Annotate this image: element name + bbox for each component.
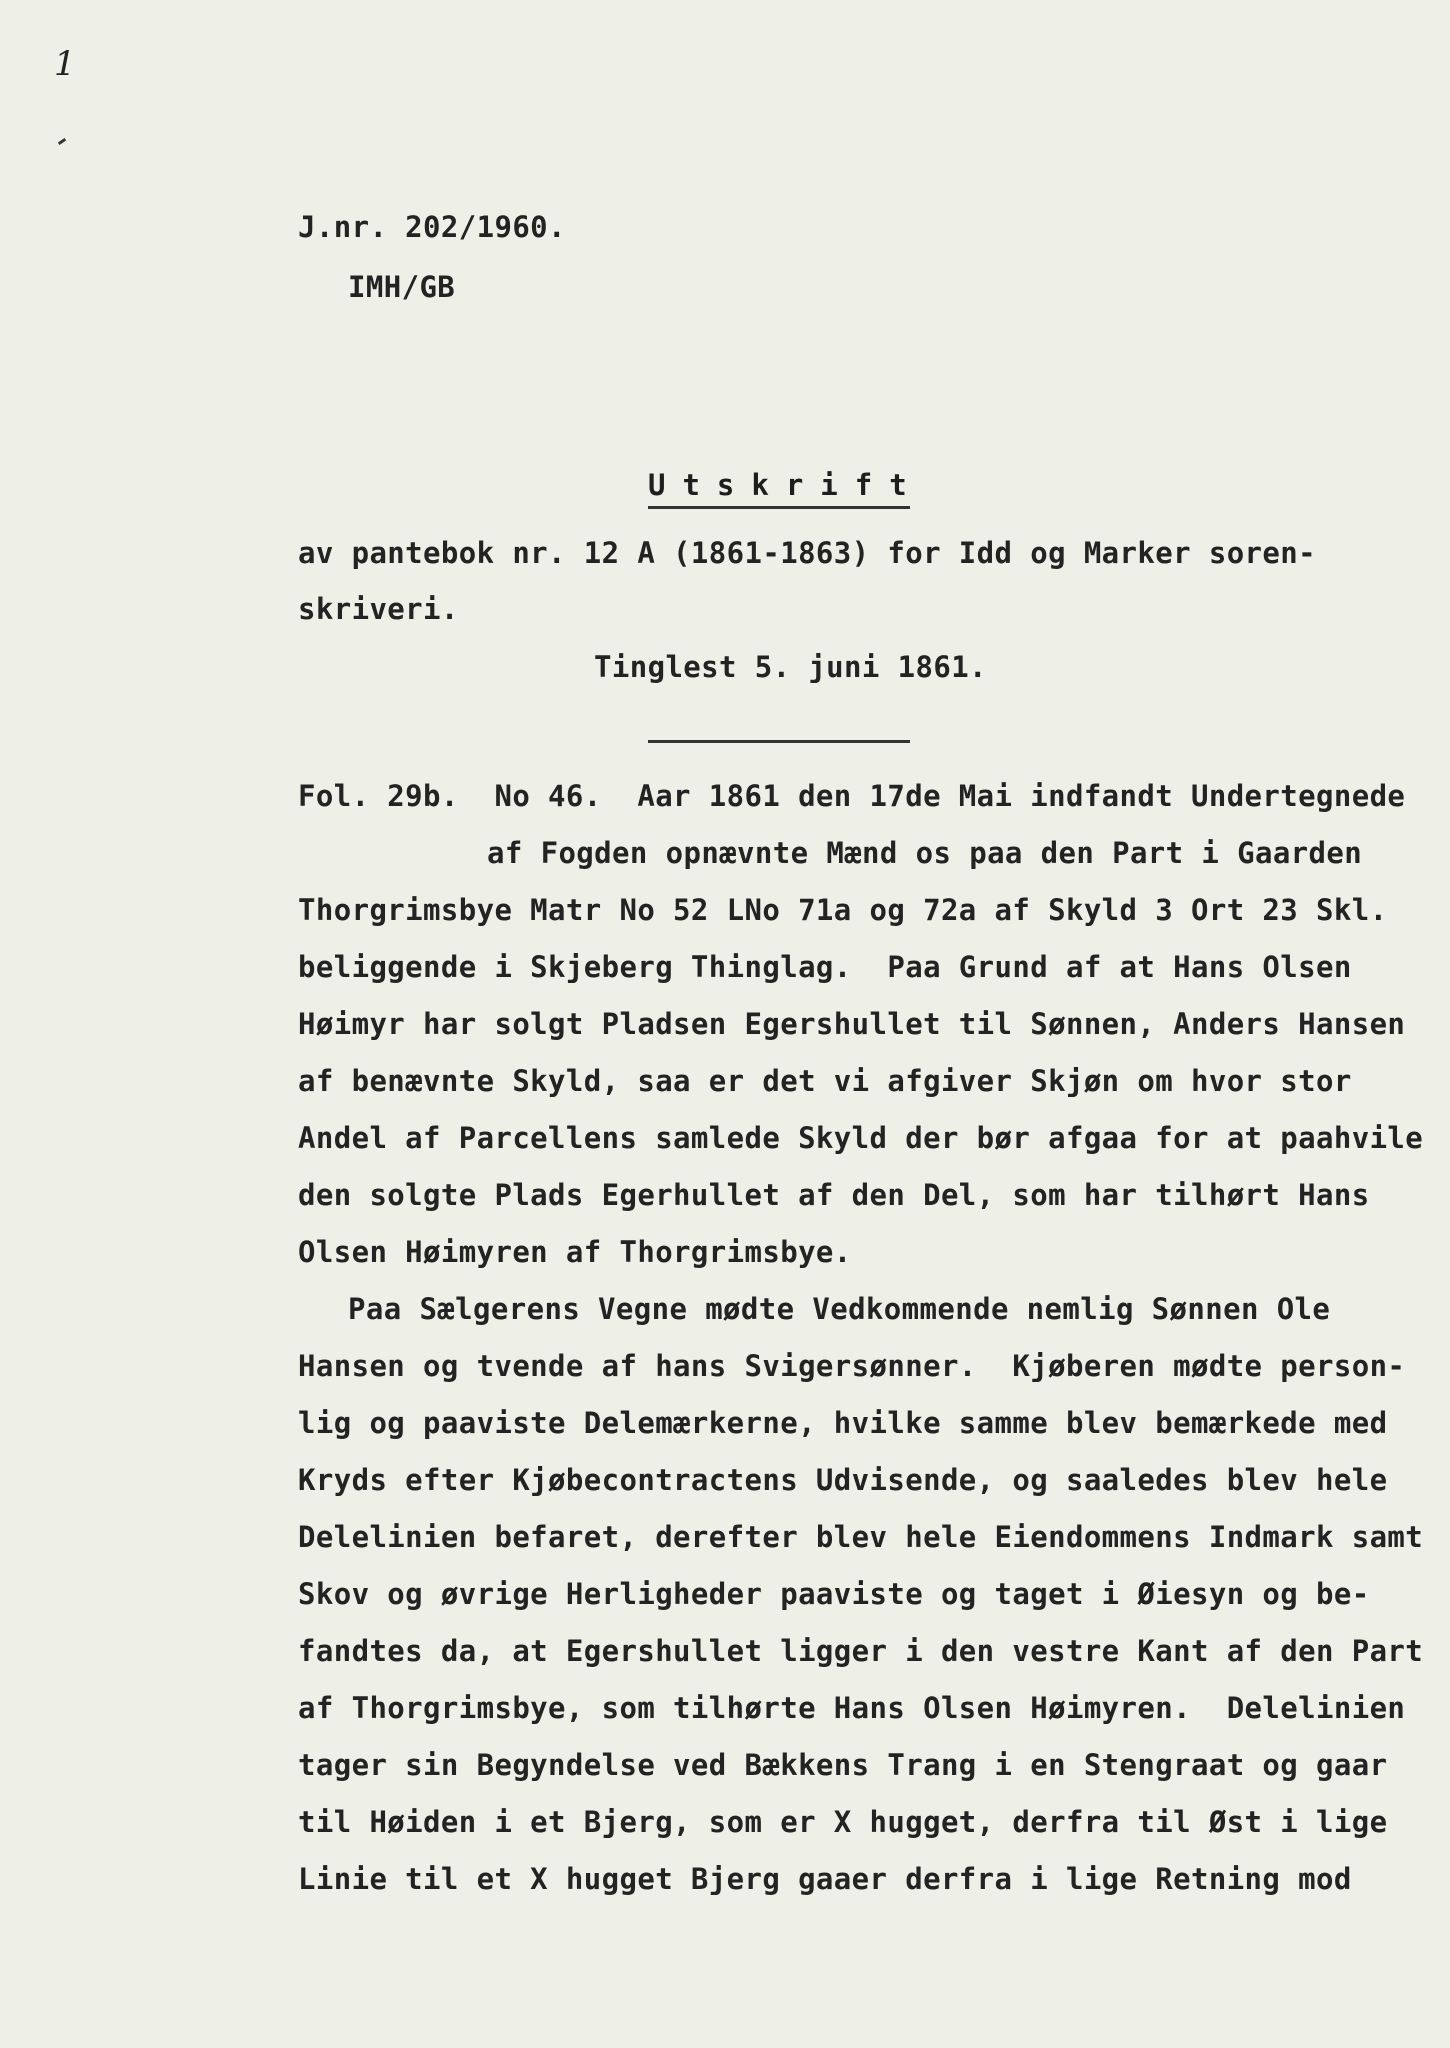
body-line: Høimyr har solgt Pladsen Egershullet til Sønnen, Anders Hansen [298, 1007, 1406, 1041]
margin-tick [58, 138, 66, 145]
body-line: Delelinien befaret, derefter blev hele Eiendommens Indmark samt [298, 1520, 1424, 1554]
registered-date: Tinglest 5. juni 1861. [594, 650, 987, 684]
body-line: Kryds efter Kjøbecontractens Udvisende, og saaledes blev hele [298, 1463, 1388, 1497]
body-line: Fol. 29b. No 46. Aar 1861 den 17de Mai indfandt Undertegnede [298, 779, 1406, 813]
body-line: Hansen og tvende af hans Svigersønner. Kjøberen mødte person- [298, 1349, 1406, 1383]
body-line: af Fogden opnævnte Mænd os paa den Part i Gaarden [487, 836, 1363, 870]
body-line: Olsen Høimyren af Thorgrimsbye. [298, 1235, 852, 1269]
title-underline [648, 506, 910, 509]
document-title: Utskrift [648, 468, 924, 502]
body-line: Linie til et X hugget Bjerg gaaer derfra i lige Retning mod [298, 1862, 1352, 1896]
body-line: lig og paaviste Delemærkerne, hvilke samme blev bemærkede med [298, 1406, 1388, 1440]
body-line: til Høiden i et Bjerg, som er X hugget, derfra til Øst i lige [298, 1805, 1388, 1839]
journal-number: J.nr. 202/1960. [298, 210, 566, 244]
body-line: af Thorgrimsbye, som tilhørte Hans Olsen Høimyren. Delelinien [298, 1691, 1406, 1725]
initials: IMH/GB [348, 270, 456, 304]
section-divider [648, 740, 910, 743]
body-line: Thorgrimsbye Matr No 52 LNo 71a og 72a af Skyld 3 Ort 23 Skl. [298, 893, 1388, 927]
body-line: beliggende i Skjeberg Thinglag. Paa Grund af at Hans Olsen [298, 950, 1352, 984]
body-line: Paa Sælgerens Vegne mødte Vedkommende nemlig Sønnen Ole [348, 1292, 1331, 1326]
subtitle-line: av pantebok nr. 12 A (1861-1863) for Idd og Marker soren- [298, 536, 1316, 570]
body-line: tager sin Begyndelse ved Bækkens Trang i en Stengraat og gaar [298, 1748, 1388, 1782]
body-line: fandtes da, at Egershullet ligger i den vestre Kant af den Part [298, 1634, 1424, 1668]
body-line: af benævnte Skyld, saa er det vi afgiver Skjøn om hvor stor [298, 1064, 1352, 1098]
body-line: Andel af Parcellens samlede Skyld der bør afgaa for at paahvile [298, 1121, 1424, 1155]
body-line: den solgte Plads Egerhullet af den Del, som har tilhørt Hans [298, 1178, 1370, 1212]
margin-mark: 1 [54, 44, 76, 84]
subtitle-line: skriveri. [298, 592, 459, 626]
body-line: Skov og øvrige Herligheder paaviste og taget i Øiesyn og be- [298, 1577, 1370, 1611]
